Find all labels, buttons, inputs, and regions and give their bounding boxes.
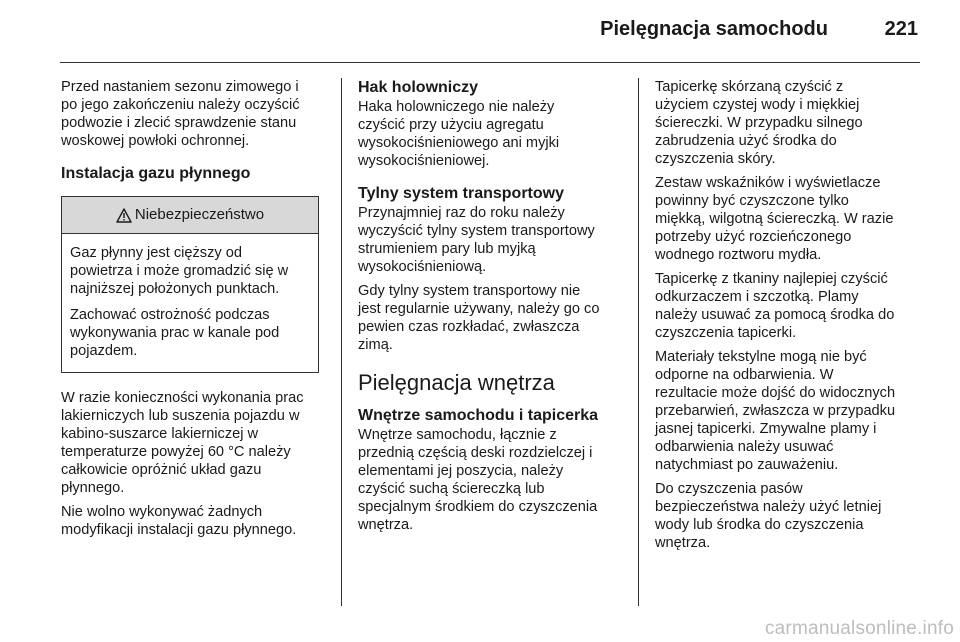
no-modification-paragraph: Nie wolno wykonywać żadnych modyfikacji instalacji gazu płynnego.	[61, 504, 297, 538]
column-divider-2	[638, 78, 639, 606]
rear-carrier-paragraph-2: Gdy tylny system transportowy nie jest regularnie używany, należy go co pewien czas rozkładać, zwłaszcza zimą.	[358, 283, 600, 353]
intro-paragraph: Przed nastaniem sezonu zimowego i po jego zakończeniu należy oczyścić podwozie i zlecić sprawdzenie stanu woskowej powłoki ochronnej.	[61, 79, 300, 149]
column-divider-1	[341, 78, 342, 606]
column-2	[358, 78, 626, 540]
page-header	[60, 0, 920, 63]
textile-paragraph: Materiały tekstylne mogą nie być odporne na odbarwienia. W rezultacie może dojść do widocznych przebarwień, zwłaszcza w przypadku jasnej tapicerki. Zmywalne plamy i odbarwienia należy usuwać natychmiast po zauważeniu.	[655, 349, 896, 473]
watermark: carmanualsonline.info	[764, 618, 954, 639]
seat-belts-paragraph: Do czyszczenia pasów bezpieczeństwa należy użyć letniej wody lub środka do czyszczenia wnętrza.	[655, 481, 882, 551]
instruments-paragraph: Zestaw wskaźników i wyświetlacze powinny być czyszczone tylko miękką, wilgotną ściereczką. W razie potrzeby użyć rozcieńczonego wodnego roztworu mydła.	[655, 175, 894, 263]
heading-rear-carrier: Tylny system transportowy	[358, 185, 564, 202]
danger-box	[61, 196, 319, 373]
fabric-paragraph: Tapicerkę z tkaniny najlepiej czyścić odkurzaczem i szczotką. Plamy należy usuwać za pomocą środka do czyszczenia tapicerki.	[655, 271, 895, 341]
page-title: Pielęgnacja samochodu	[600, 18, 828, 40]
column-3	[655, 78, 923, 558]
column-1	[61, 78, 329, 545]
danger-box-body	[62, 234, 318, 372]
heading-lpg: Instalacja gazu płynnego	[61, 165, 251, 182]
danger-paragraph-2: Zachować ostrożność podczas wykonywania prac w kanale pod pojazdem.	[70, 307, 280, 359]
paint-drying-paragraph: W razie konieczności wykonania prac lakierniczych lub suszenia pojazdu w kabino-suszarce lakierniczej w temperaturze powyżej 60 °C należy całkowicie opróżnić układ gazu płynnego.	[61, 390, 304, 496]
heading-interior-care: Pielęgnacja wnętrza	[358, 370, 555, 395]
danger-paragraph-1: Gaz płynny jest cięższy od powietrza i może gromadzić się w najniższej położonych punktach.	[70, 245, 289, 297]
page-number: 221	[884, 18, 918, 40]
leather-paragraph: Tapicerkę skórzaną czyścić z użyciem czystej wody i miękkiej ściereczki. W przypadku silnego zabrudzenia użyć środka do czyszczenia skóry.	[655, 79, 863, 167]
warning-triangle-icon	[116, 208, 132, 223]
tow-hitch-paragraph: Haka holowniczego nie należy czyścić przy użyciu agregatu wysokociśnieniowego ani myjki wysokociśnieniowej.	[358, 99, 560, 169]
danger-box-header	[62, 197, 318, 234]
rear-carrier-paragraph-1: Przynajmniej raz do roku należy wyczyścić tylny system transportowy strumieniem pary lub myjką wysokociśnieniową.	[358, 205, 595, 275]
interior-paragraph: Wnętrze samochodu, łącznie z przednią częścią deski rozdzielczej i elementami jej poszycia, należy czyścić suchą ściereczką lub specjalnym środkiem do czyszczenia wnętrza.	[358, 427, 598, 533]
danger-box-title: Niebezpieczeństwo	[134, 206, 265, 223]
heading-interior-upholstery: Wnętrze samochodu i tapicerka	[358, 407, 599, 424]
heading-tow-hitch: Hak holowniczy	[358, 79, 479, 96]
